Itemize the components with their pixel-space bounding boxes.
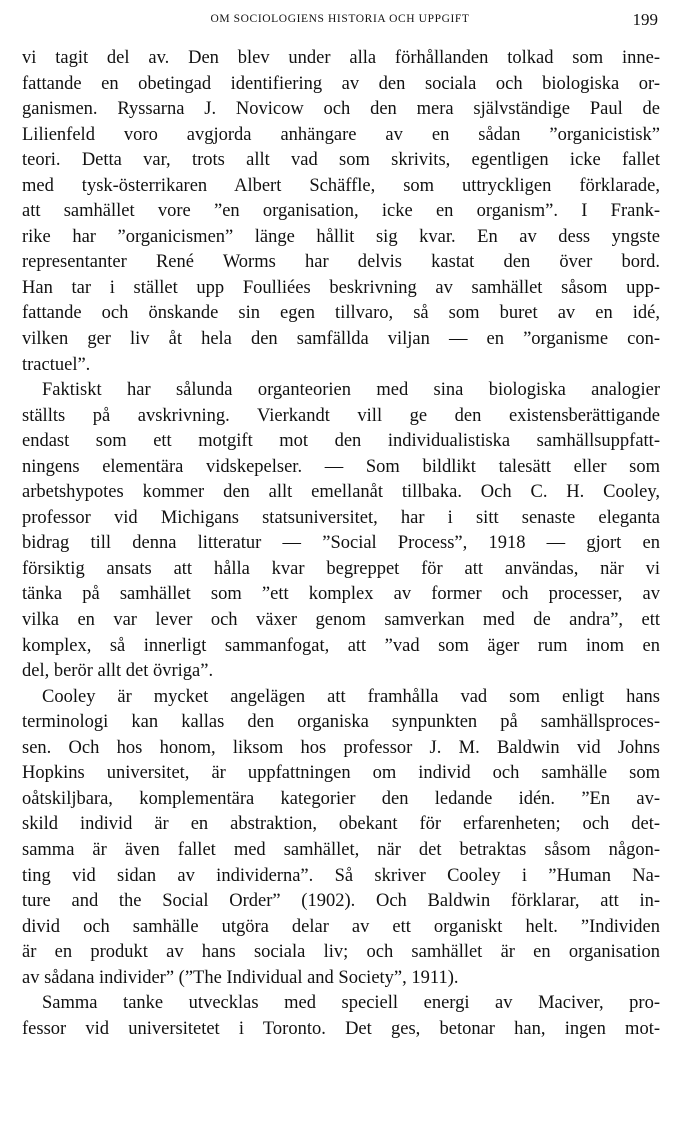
text-line: fattande och önskande sin egen tillvaro, så som buret av en idé, — [22, 303, 660, 324]
text-line: arbetshypotes kommer den allt emellanåt tillbaka. Och C. H. Cooley, — [22, 482, 660, 503]
text-line: fessor vid universitetet i Toronto. Det ges, betonar han, ingen mot- — [22, 1018, 660, 1039]
text-line: ting vid sidan av individerna”. Så skriver Cooley i ”Human Na- — [22, 865, 660, 886]
text-line: ningens elementära vidskepelser. — Som bildlikt talesätt eller som — [22, 456, 660, 477]
text-line: vilka en var lever och växer genom samverkan med de andra”, ett — [22, 610, 660, 631]
text-line: vilken ger liv åt hela den samfällda viljan — en ”organisme con- — [22, 329, 660, 350]
text-line: skild individ är en abstraktion, obekant för erfarenheten; och det- — [22, 814, 660, 835]
text-line: samma är även fallet med samhället, när det betraktas såsom någon- — [22, 839, 660, 860]
text-line: rike har ”organicismen” länge hållit sig kvar. En av dess yngste — [22, 226, 660, 247]
text-line: att samhället vore ”en organisation, icke en organism”. I Frank- — [22, 201, 660, 222]
text-line: oåtskiljbara, komplementära kategorier den ledande idén. ”En av- — [22, 788, 660, 809]
text-line: terminologi kan kallas den organiska synpunkten på samhällsproces- — [22, 712, 660, 733]
body-text — [22, 46, 660, 1042]
text-line: teori. Detta var, trots allt vad som skrivits, egentligen icke fallet — [22, 150, 660, 171]
text-line: Faktiskt har sålunda organteorien med sina biologiska analogier — [42, 380, 660, 401]
text-line: av sådana individer” (”The Individual and Society”, 1911). — [22, 967, 459, 988]
text-line: bidrag till denna litteratur — ”Social Process”, 1918 — gjort en — [22, 533, 660, 554]
running-header — [22, 10, 658, 32]
text-line: ställts på avskrivning. Vierkandt vill ge den existensberättigande — [22, 405, 660, 426]
text-line: representanter René Worms har delvis kastat den över bord. — [22, 252, 660, 273]
text-line: vi tagit del av. Den blev under alla förhållanden tolkad som inne- — [22, 48, 660, 68]
text-line: endast som ett motgift mot den individualistiska samhällsuppfatt- — [22, 431, 660, 452]
text-line: försiktig ansats att hålla kvar begreppet för att användas, när vi — [22, 558, 660, 579]
text-line: del, berör allt det övriga”. — [22, 661, 214, 682]
text-line: Han tar i stället upp Foulliées beskrivning av samhället såsom upp- — [22, 277, 660, 298]
running-title: OM SOCIOLOGIENS HISTORIA OCH UPPGIFT — [210, 13, 470, 25]
text-line: tractuel”. — [22, 354, 91, 375]
text-line: sen. Och hos honom, liksom hos professor J. M. Baldwin vid Johns — [22, 737, 660, 758]
text-line: Lilienfeld voro avgjorda anhängare av en sådan ”organicistisk” — [22, 124, 660, 145]
text-line: fattande en obetingad identifiering av den sociala och biologiska or- — [22, 73, 660, 94]
text-line: Cooley är mycket angelägen att framhålla vad som enligt hans — [42, 686, 660, 707]
text-line: Hopkins universitet, är uppfattningen om individ och samhälle som — [22, 763, 660, 784]
page-number: 199 — [632, 10, 658, 29]
text-line: professor vid Michigans statsuniversitet, har i sitt senaste eleganta — [22, 507, 660, 528]
text-line: är en produkt av hans sociala liv; och samhället är en organisation — [22, 942, 660, 963]
text-line: divid och samhälle utgöra delar av ett organiskt helt. ”Individen — [22, 916, 660, 937]
text-line: komplex, så innerligt sammanfogat, att ”vad som äger rum inom en — [22, 635, 660, 656]
text-line: tänka på samhället som ”ett komplex av former och processer, av — [22, 584, 660, 605]
text-line: med tysk-österrikaren Albert Schäffle, som uttryckligen förklarade, — [22, 175, 660, 196]
text-line: Samma tanke utvecklas med speciell energi av Maciver, pro- — [42, 993, 660, 1014]
text-line: ganismen. Ryssarna J. Novicow och den mera självständige Paul de — [22, 99, 660, 120]
text-line: ture and the Social Order” (1902). Och Baldwin förklarar, att in- — [22, 891, 660, 912]
